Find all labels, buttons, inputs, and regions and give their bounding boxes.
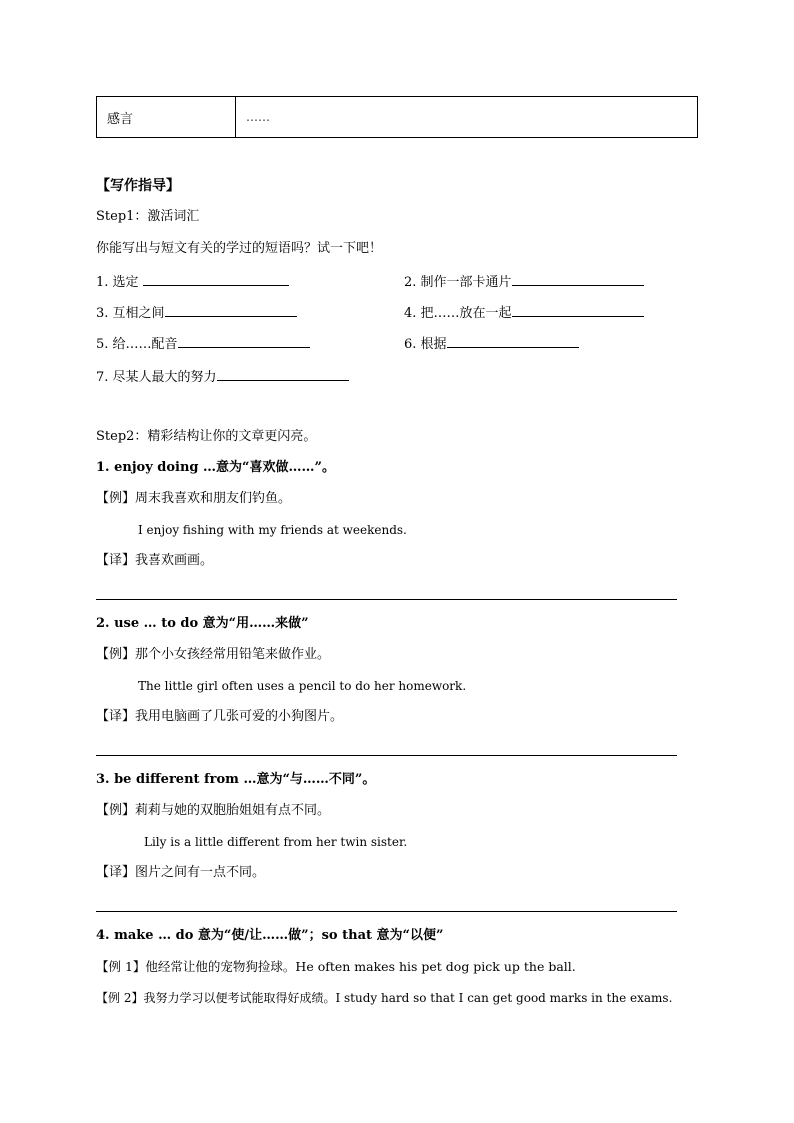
point-4-heading: 4. make … do 意为“使/让……做”；so that 意为“以便” bbox=[96, 928, 444, 943]
answer-blank[interactable] bbox=[447, 333, 579, 348]
answer-blank[interactable] bbox=[178, 333, 310, 348]
answer-blank[interactable] bbox=[217, 366, 349, 381]
point-2-example-en: The little girl often uses a pencil to do her homework. bbox=[138, 679, 467, 693]
point-3-example-en: Lily is a little different from her twin sister. bbox=[144, 835, 408, 849]
reflection-content: …… bbox=[246, 110, 270, 124]
point-3-heading: 3. be different from …意为“与……不同”。 bbox=[96, 772, 376, 787]
phrase-item-1: 1. 选定 bbox=[96, 271, 289, 292]
answer-blank[interactable] bbox=[512, 302, 644, 317]
point-1-example-cn: 【例】周末我喜欢和朋友们钓鱼。 bbox=[96, 491, 292, 506]
point-1-example-en: I enjoy fishing with my friends at weekends. bbox=[138, 523, 407, 537]
answer-blank[interactable] bbox=[165, 302, 297, 317]
answer-line-2[interactable] bbox=[96, 755, 677, 756]
phrase-item-3: 3. 互相之间 bbox=[96, 302, 297, 323]
answer-blank[interactable] bbox=[143, 271, 289, 286]
answer-line-1[interactable] bbox=[96, 599, 677, 600]
phrase-item-2: 2. 制作一部卡通片 bbox=[404, 271, 644, 292]
step1-prompt: 你能写出与短文有关的学过的短语吗？试一下吧！ bbox=[96, 241, 383, 256]
phrase-item-5: 5. 给……配音 bbox=[96, 333, 310, 354]
point-4-example-1: 【例 1】他经常让他的宠物狗捡球。He often makes his pet dog pick up the ball. bbox=[96, 959, 576, 974]
step2-title: Step2：精彩结构让你的文章更闪亮。 bbox=[96, 429, 317, 444]
reflection-table bbox=[96, 96, 698, 138]
point-3-example-cn: 【例】莉莉与她的双胞胎姐姐有点不同。 bbox=[96, 803, 331, 818]
point-1-translate: 【译】我喜欢画画。 bbox=[96, 553, 214, 568]
step1-title: Step1：激活词汇 bbox=[96, 209, 200, 224]
phrase-item-7: 7. 尽某人最大的努力 bbox=[96, 366, 349, 387]
point-1-heading: 1. enjoy doing …意为“喜欢做……”。 bbox=[96, 460, 335, 475]
point-3-translate: 【译】图片之间有一点不同。 bbox=[96, 865, 266, 880]
phrase-item-6: 6. 根据 bbox=[404, 333, 579, 354]
phrase-item-4: 4. 把……放在一起 bbox=[404, 302, 644, 323]
point-2-translate: 【译】我用电脑画了几张可爱的小狗图片。 bbox=[96, 709, 344, 724]
point-2-example-cn: 【例】那个小女孩经常用铅笔来做作业。 bbox=[96, 647, 331, 662]
answer-blank[interactable] bbox=[512, 271, 644, 286]
point-2-heading: 2. use … to do 意为“用……来做” bbox=[96, 616, 309, 631]
guide-title: 【写作指导】 bbox=[96, 178, 180, 194]
point-4-example-2: 【例 2】我努力学习以便考试能取得好成绩。I study hard so that I can get good marks in the exams. bbox=[96, 991, 673, 1005]
reflection-label: 感言 bbox=[97, 97, 236, 137]
answer-line-3[interactable] bbox=[96, 911, 677, 912]
